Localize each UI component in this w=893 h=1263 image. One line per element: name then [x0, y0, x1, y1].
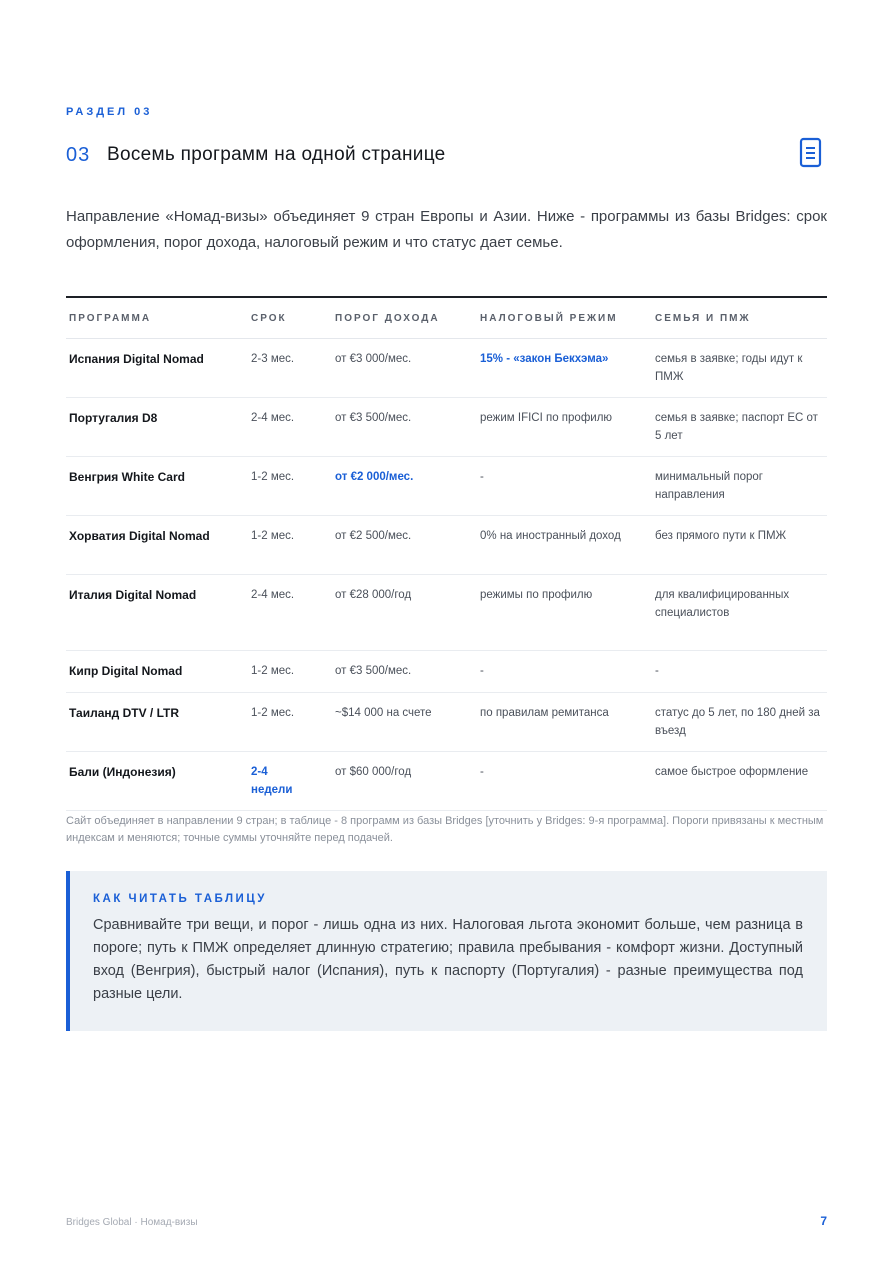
cell-family: семья в заявке; паспорт ЕС от 5 лет [655, 412, 818, 442]
cell-program: Португалия D8 [69, 411, 158, 425]
programs-table [66, 296, 827, 811]
cell-term: 1-2 мес. [251, 665, 295, 677]
cell-tax: режимы по профилю [480, 589, 593, 601]
callout-text: Сравнивайте три вещи, и порог - лишь одна из них. Налоговая льгота экономит больше, чем разница в пороге; путь к ПМЖ определяет длинную стратегию; правила пребывания - комфорт жизни. Доступный вход (Венгрия), быстрый налог (Испания), путь к паспорту (Португалия) - разные преимущества под разные цели. [93, 917, 803, 1002]
section-title-row [66, 142, 828, 172]
cell-program: Хорватия Digital Nomad [69, 529, 210, 543]
header-program: ПРОГРАММА [69, 312, 152, 324]
section-label: РАЗДЕЛ 03 [66, 106, 153, 118]
cell-family: самое быстрое оформление [655, 766, 809, 778]
table-header [66, 298, 827, 339]
page-number: 7 [820, 1214, 827, 1228]
cell-term: 2-4 мес. [251, 589, 295, 601]
cell-family: для квалифицированных специалистов [655, 589, 790, 619]
table-footnote: Сайт объединяет в направлении 9 стран; в таблице - 8 программ из базы Bridges [уточнить у Bridges: 9-я программа]. Пороги привязаны к местным индексам и меняются; точные суммы уточняйте перед подачей. [66, 815, 824, 844]
cell-income: от €3 500/мес. [335, 412, 412, 424]
cell-family: - [655, 665, 659, 677]
table-row [66, 398, 827, 457]
cell-tax: - [480, 766, 484, 778]
cell-family: минимальный порог направления [655, 471, 763, 501]
cell-program: Бали (Индонезия) [69, 765, 176, 779]
cell-tax: по правилам ремитанса [480, 707, 609, 719]
header-income: ПОРОГ ДОХОДА [335, 312, 440, 324]
cell-term: 2-4 мес. [251, 412, 295, 424]
table-row [66, 575, 827, 651]
cell-income: от $60 000/год [335, 766, 412, 778]
cell-term: 2-3 мес. [251, 353, 295, 365]
cell-income: ~$14 000 на счете [335, 707, 432, 719]
cell-income: от €2 000/мес. [335, 471, 414, 483]
cell-tax: - [480, 471, 484, 483]
cell-program: Италия Digital Nomad [69, 588, 197, 602]
table-row [66, 516, 827, 575]
table-row [66, 457, 827, 516]
cell-family: семья в заявке; годы идут к ПМЖ [655, 353, 803, 383]
callout-box [66, 871, 827, 1031]
header-term: СРОК [251, 312, 287, 324]
cell-term: 1-2 мес. [251, 707, 295, 719]
cell-program: Кипр Digital Nomad [69, 664, 183, 678]
cell-program: Венгрия White Card [69, 470, 185, 484]
cell-income: от €28 000/год [335, 589, 412, 601]
cell-income: от €2 500/мес. [335, 530, 412, 542]
cell-program: Испания Digital Nomad [69, 352, 204, 366]
footer-source: Bridges Global · Номад-визы [66, 1217, 198, 1228]
cell-program: Таиланд DTV / LTR [69, 706, 180, 720]
cell-tax: 15% - «закон Бекхэма» [480, 353, 609, 365]
header-tax: НАЛОГОВЫЙ РЕЖИМ [480, 312, 618, 324]
intro-paragraph: Направление «Номад-визы» объединяет 9 стран Европы и Азии. Ниже - программы из базы Bridges: срок оформления, порог дохода, налоговый режим и что статус дает семье. [66, 208, 827, 251]
header-family: СЕМЬЯ И ПМЖ [655, 312, 751, 324]
cell-tax: - [480, 665, 484, 677]
cell-income: от €3 500/мес. [335, 665, 412, 677]
table-row [66, 693, 827, 752]
section-number: 03 [66, 144, 91, 166]
cell-tax: режим IFICI по профилю [480, 412, 613, 424]
table-row [66, 339, 827, 398]
section-title: Восемь программ на одной странице [107, 144, 446, 165]
cell-tax: 0% на иностранный доход [480, 530, 621, 542]
cell-family: без прямого пути к ПМЖ [655, 530, 787, 542]
cell-term: 2-4 недели [251, 766, 293, 796]
document-icon [799, 137, 823, 169]
cell-term: 1-2 мес. [251, 530, 295, 542]
table-row [66, 752, 827, 811]
callout-title: КАК ЧИТАТЬ ТАБЛИЦУ [93, 893, 267, 905]
cell-term: 1-2 мес. [251, 471, 295, 483]
cell-family: статус до 5 лет, по 180 дней за въезд [655, 707, 820, 737]
cell-income: от €3 000/мес. [335, 353, 412, 365]
table-row [66, 651, 827, 693]
